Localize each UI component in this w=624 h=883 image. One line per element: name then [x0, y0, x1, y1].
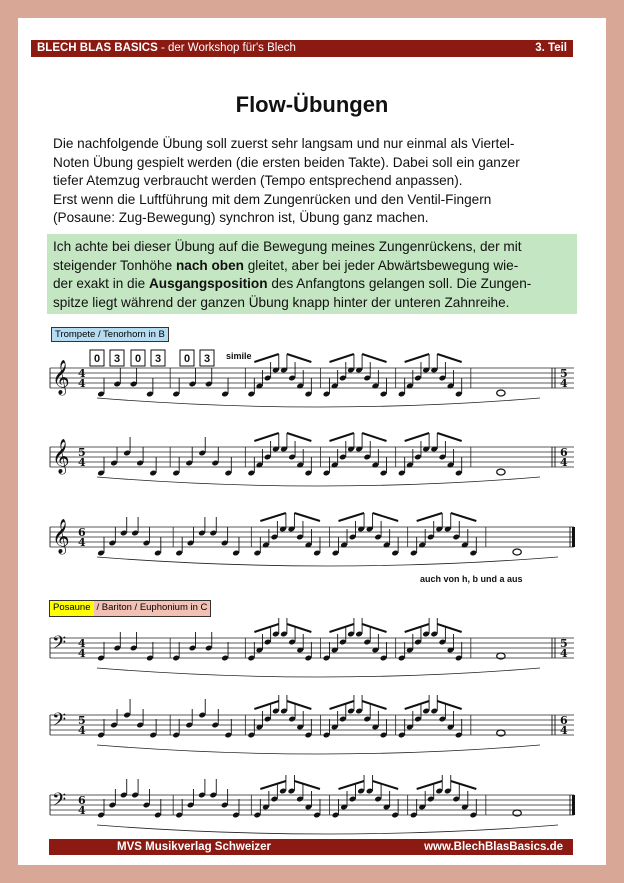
staff-system [50, 695, 574, 754]
final-barline [572, 795, 575, 815]
header-brand: BLECH BLAS BASICS [37, 42, 158, 54]
next-time-signature-denominator: 4 [560, 647, 568, 660]
time-signature-denominator: 4 [78, 804, 86, 817]
next-time-signature-denominator: 4 [560, 724, 568, 737]
tip-text: des Anfangtons gelangen soll. Die Zungen- [267, 276, 532, 292]
beam [405, 354, 429, 362]
tip-line: Ich achte bei dieser Übung auf die Bewegung meines Zungenrückens, der mit [53, 239, 522, 254]
beam [437, 354, 461, 362]
beam [451, 513, 477, 521]
final-barline [572, 527, 575, 547]
fingering-number: 3 [203, 353, 211, 365]
footer-publisher: MVS Musikverlag Schweizer [117, 841, 272, 853]
slur [97, 557, 558, 566]
treble-clef-icon: 𝄞 [52, 439, 70, 474]
tip-text: der exakt in die [53, 276, 149, 292]
slur [97, 668, 540, 677]
beam [373, 513, 399, 521]
beam [330, 701, 354, 709]
time-signature-denominator: 4 [78, 377, 86, 390]
fingering-number: 3 [113, 353, 121, 365]
simile-marking: simile [226, 351, 252, 361]
treble-clef-icon: 𝄞 [52, 360, 70, 395]
beam [362, 701, 386, 709]
beam [417, 781, 443, 789]
bass-clef-icon: 𝄢 [52, 710, 67, 735]
intro-line: Die nachfolgende Übung soll zuerst sehr langsam und nur einmal als Viertel- [53, 136, 515, 151]
tip-emphasis: nach oben [175, 257, 244, 273]
header-part: 3. Teil [535, 42, 567, 54]
beam [294, 781, 320, 789]
staff-system [50, 433, 574, 486]
staff-system [50, 513, 575, 566]
time-signature-numerator: 4 [78, 637, 86, 650]
staves [50, 354, 575, 834]
beam [330, 624, 354, 632]
beam [417, 513, 443, 521]
beam [254, 701, 278, 709]
tip-line: spitze liegt während der ganzen Übung knapp hinter der unteren Zahnreihe. [53, 294, 510, 310]
beam [405, 624, 429, 632]
trumpet-label: Trompete / Tenorhorn in B [51, 327, 169, 342]
beam [437, 701, 461, 709]
trombone-label-baritone: / Bariton / Euphonium in C [94, 601, 211, 616]
whole-note [497, 469, 505, 475]
time-signature-numerator: 4 [78, 367, 86, 380]
beam [254, 624, 278, 632]
staff-system [50, 354, 574, 407]
beam [362, 354, 386, 362]
beam [339, 513, 365, 521]
beam [362, 624, 386, 632]
beam [260, 513, 286, 521]
intro-line: (Posaune: Zug-Bewegung) synchron ist, Übung ganz machen. [53, 210, 429, 226]
beam [339, 781, 365, 789]
beam [287, 624, 311, 632]
beam [437, 433, 461, 441]
intro-line: tiefer Atemzug verbraucht werden (Tempo entsprechend anpassen). [53, 173, 463, 189]
trombone-label-posaune: Posaune [50, 601, 94, 616]
transposition-note: auch von h, b und a aus [420, 574, 523, 584]
fingering-number: 0 [134, 353, 142, 365]
next-time-signature-numerator: 5 [560, 637, 568, 650]
beam [451, 781, 477, 789]
intro-line: Erst wenn die Luftführung mit dem Zungenrücken und den Ventil-Fingern [53, 191, 492, 207]
tip-text: steigender Tonhöhe [53, 257, 176, 273]
whole-note [513, 549, 521, 555]
beam [330, 433, 354, 441]
beam [287, 354, 311, 362]
fingering-number: 0 [93, 353, 101, 365]
page-title: Flow-Übungen [235, 92, 389, 117]
slur [97, 745, 540, 754]
fingering-number: 3 [154, 353, 162, 365]
time-signature-numerator: 6 [78, 794, 86, 807]
beam [294, 513, 320, 521]
time-signature-denominator: 4 [78, 724, 86, 737]
time-signature-denominator: 4 [78, 647, 86, 660]
beam [254, 433, 278, 441]
header-subtitle: - der Workshop für's Blech [157, 42, 296, 54]
time-signature-denominator: 4 [78, 456, 86, 469]
beam [260, 781, 286, 789]
beam [254, 354, 278, 362]
intro-line: Noten Übung gespielt werden (die ersten beiden Takte). Dabei soll ein ganzer [53, 154, 520, 170]
whole-note [497, 390, 505, 396]
bass-clef-icon: 𝄢 [52, 790, 67, 815]
staff-system [50, 618, 574, 677]
slur [97, 825, 558, 834]
beam [330, 354, 354, 362]
time-signature-numerator: 5 [78, 714, 86, 727]
next-time-signature-denominator: 4 [560, 456, 568, 469]
beam [405, 433, 429, 441]
time-signature-numerator: 5 [78, 446, 86, 459]
beam [362, 433, 386, 441]
next-time-signature-numerator: 6 [560, 446, 568, 459]
tip-text: gleitet, aber bei jeder Abwärtsbewegung wie- [243, 257, 519, 273]
bass-clef-icon: 𝄢 [52, 633, 67, 658]
treble-clef-icon: 𝄞 [52, 519, 70, 554]
tip-emphasis: Ausgangsposition [148, 276, 268, 292]
fingering-number: 0 [183, 353, 191, 365]
beam [287, 701, 311, 709]
slur [97, 398, 540, 407]
footer-website: www.BlechBlasBasics.de [424, 841, 563, 853]
beam [373, 781, 399, 789]
footer-bar [49, 839, 573, 855]
next-time-signature-numerator: 6 [560, 714, 568, 727]
beam [437, 624, 461, 632]
beam [287, 433, 311, 441]
beam [405, 701, 429, 709]
time-signature-numerator: 6 [78, 526, 86, 539]
fingering-boxes [90, 350, 214, 366]
next-time-signature-numerator: 5 [560, 367, 568, 380]
staff-system [50, 775, 575, 834]
time-signature-denominator: 4 [78, 536, 86, 549]
slur [97, 477, 540, 486]
next-time-signature-denominator: 4 [560, 377, 568, 390]
